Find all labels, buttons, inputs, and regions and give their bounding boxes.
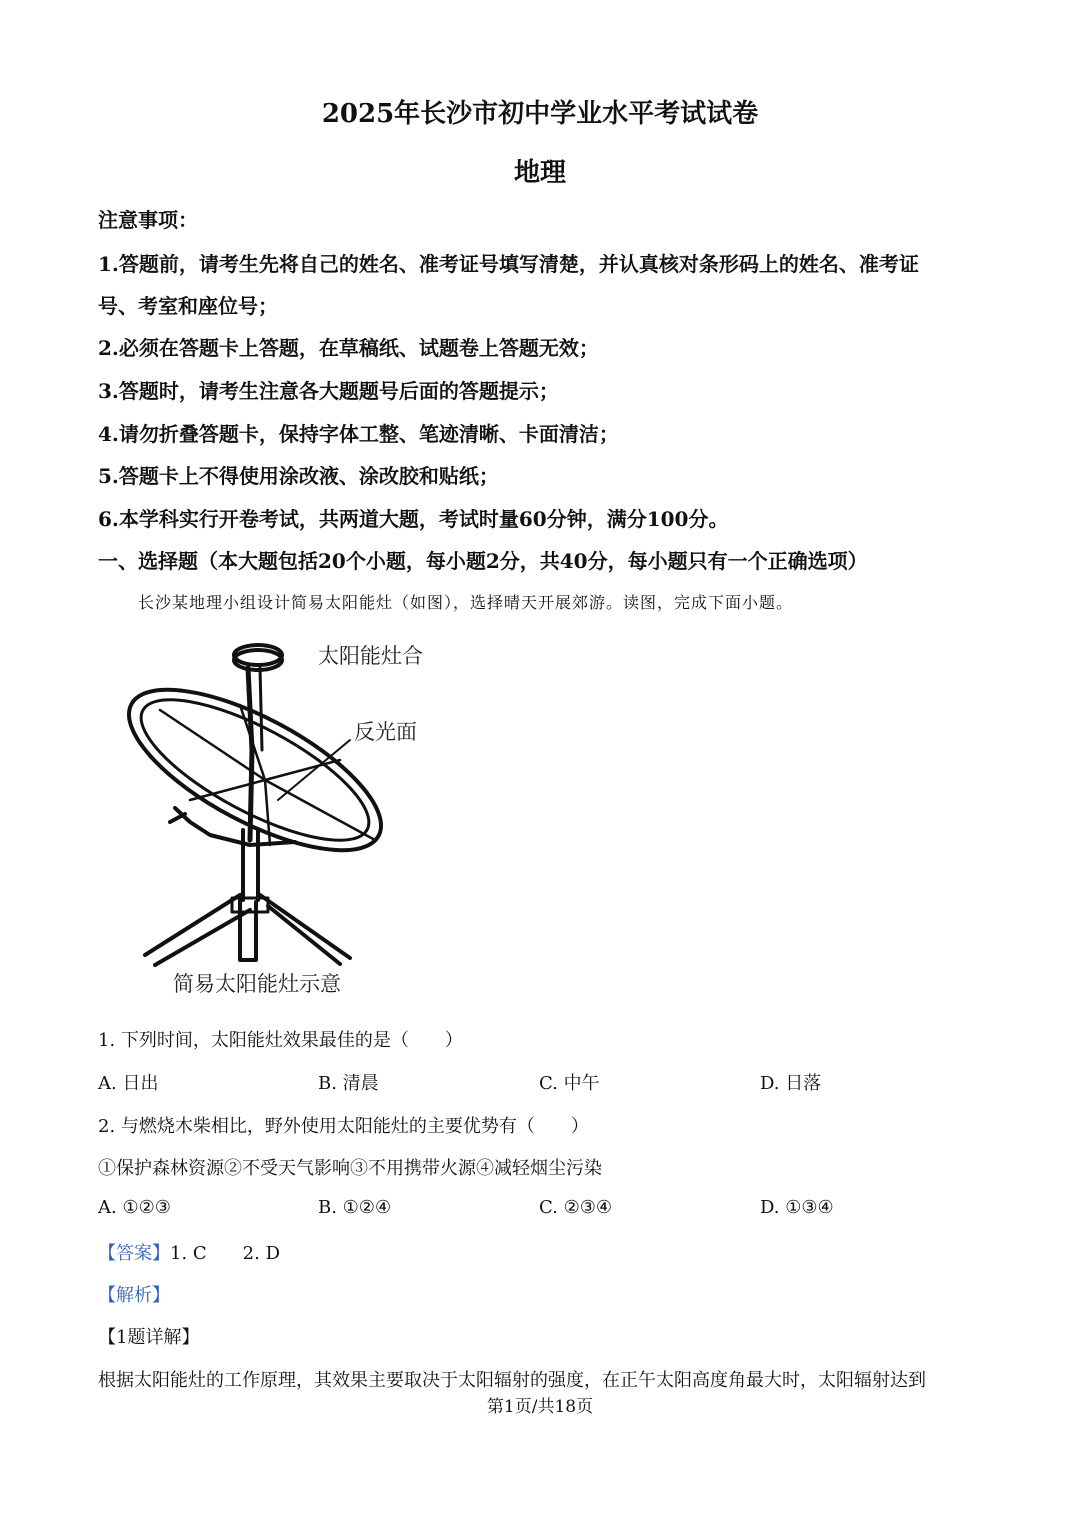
solar-cooker-figure bbox=[100, 630, 460, 1010]
q1-option-d: D. 日落 bbox=[760, 1073, 822, 1094]
notice-item: 3.答题时，请考生注意各大题题号后面的答题提示； bbox=[98, 379, 559, 403]
question-intro: 长沙某地理小组设计简易太阳能灶（如图），选择晴天开展郊游。读图，完成下面小题。 bbox=[138, 593, 794, 612]
page-footer: 第1页/共18页 bbox=[486, 1397, 594, 1417]
label-pot-holder: 太阳能灶合 bbox=[318, 644, 423, 668]
q2-option-a: A. ①②③ bbox=[98, 1197, 171, 1218]
detail-text: 根据太阳能灶的工作原理，其效果主要取决于太阳辐射的强度，在正午太阳高度角最大时，太阳辐射达到 bbox=[98, 1370, 926, 1391]
notice-item: 5.答题卡上不得使用涂改液、涂改胶和贴纸； bbox=[98, 464, 499, 488]
answer-text: 1. C 2. D bbox=[170, 1243, 280, 1264]
analysis-tag: 【解析】 bbox=[98, 1285, 170, 1306]
question-1-stem: 1. 下列时间，太阳能灶效果最佳的是（ ） bbox=[98, 1030, 463, 1051]
question-2-choices: ①保护森林资源②不受天气影响③不用携带火源④减轻烟尘污染 bbox=[98, 1158, 602, 1179]
notice-item: 1.答题前，请考生先将自己的姓名、准考证号填写清楚，并认真核对条形码上的姓名、准考证 bbox=[98, 252, 919, 276]
label-reflector: 反光面 bbox=[354, 720, 417, 744]
answer-tag: 【答案】 bbox=[98, 1243, 170, 1264]
q1-option-b: B. 清晨 bbox=[318, 1073, 379, 1094]
q2-option-b: B. ①②④ bbox=[318, 1197, 392, 1218]
figure-caption: 简易太阳能灶示意 bbox=[173, 972, 341, 996]
notice-item: 号、考室和座位号； bbox=[98, 294, 278, 318]
q1-option-a: A. 日出 bbox=[98, 1073, 159, 1094]
detail-heading: 【1题详解】 bbox=[98, 1327, 200, 1348]
notice-heading: 注意事项： bbox=[98, 208, 198, 232]
exam-title: 2025年长沙市初中学业水平考试试卷 bbox=[321, 99, 759, 129]
q2-option-c: C. ②③④ bbox=[539, 1197, 612, 1218]
subject-title: 地理 bbox=[513, 158, 566, 188]
notice-item: 6.本学科实行开卷考试，共两道大题，考试时量60分钟，满分100分。 bbox=[98, 507, 729, 531]
notice-item: 4.请勿折叠答题卡，保持字体工整、笔迹清晰、卡面清洁； bbox=[98, 422, 619, 446]
section-heading: 一、选择题（本大题包括20个小题，每小题2分，共40分，每小题只有一个正确选项） bbox=[98, 549, 868, 573]
q1-option-c: C. 中午 bbox=[539, 1073, 600, 1094]
notice-item: 2.必须在答题卡上答题，在草稿纸、试题卷上答题无效； bbox=[98, 336, 599, 360]
q2-option-d: D. ①③④ bbox=[760, 1197, 834, 1218]
answer-line bbox=[98, 1239, 280, 1265]
question-2-stem: 2. 与燃烧木柴相比，野外使用太阳能灶的主要优势有（ ） bbox=[98, 1116, 589, 1137]
